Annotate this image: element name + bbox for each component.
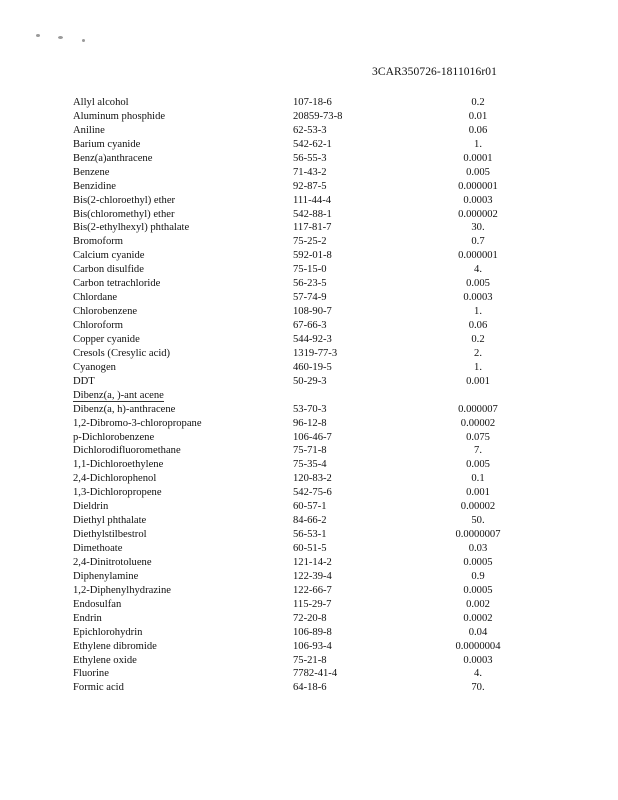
limit-value: 4. [474,264,482,276]
limit-value: 1. [474,138,482,150]
table-row [73,166,553,180]
table-row [73,389,553,403]
cas-number: 75-15-0 [293,264,327,276]
chemical-name-text: Bis(2-chloroethyl) ether [73,194,176,206]
cas-number: 542-75-6 [293,487,332,499]
limit-value: 0.005 [466,166,490,178]
chemical-name [73,486,278,500]
chemical-name-text: Dieldrin [73,501,109,513]
chemical-name [73,654,278,668]
cas-number: 7782-41-4 [293,668,338,680]
table-row [73,431,553,445]
table-row [73,542,553,556]
limit-value: 0.0003 [463,654,493,666]
chemical-name-text: Cresols (Cresylic acid) [73,347,171,359]
chemical-name-text: Epichlorohydrin [73,626,143,638]
cas-number: 75-35-4 [293,459,327,471]
cas-number: 111-44-4 [293,194,332,206]
chemical-name [73,458,278,472]
chemical-name-text: Calcium cyanide [73,250,145,262]
cas-number: 460-19-5 [293,361,332,373]
chemical-name-text: Copper cyanide [73,333,140,345]
chemical-name [73,305,278,319]
table-row [73,333,553,347]
chemical-name-text: 1,3-Dichloropropene [73,487,162,499]
cas-number: 56-55-3 [293,152,327,164]
cas-number: 75-25-2 [293,236,327,248]
chemical-name-text: Allyl alcohol [73,97,129,108]
cas-number: 92-87-5 [293,180,327,192]
chemical-name-text: Dibenz(a, h)-anthracene [73,403,176,415]
cas-number: 71-43-2 [293,166,327,178]
table-row [73,444,553,458]
chemical-name-text: Barium cyanide [73,138,141,150]
chemical-name-text: Chloroform [73,320,124,331]
limit-value: 0.06 [468,320,488,331]
chemical-name-text: Ethylene dibromide [73,640,157,652]
chemical-name [73,221,278,235]
chemical-name-text: Dimethoate [73,543,123,554]
cas-number: 50-29-3 [293,375,327,387]
cas-number: 53-70-3 [293,403,327,415]
chemical-name [73,166,278,180]
cas-number: 1319-77-3 [293,347,338,359]
chemical-name [73,110,278,124]
chemical-name-text: Benzene [73,166,110,178]
table-row [73,486,553,500]
chemical-name [73,277,278,291]
chemical-name [73,612,278,626]
limit-value: 0.005 [466,459,490,471]
table-row [73,249,553,263]
table-row [73,208,553,222]
scan-speck [36,34,40,37]
chemical-name-text: Chlorobenzene [73,306,138,318]
limit-value: 0.2 [471,97,485,108]
table-row [73,361,553,375]
chemical-name-text: Chlordane [73,292,118,304]
cas-number: 117-81-7 [293,222,332,234]
chemical-name [73,194,278,208]
chemical-name-text: Bis(chloromethyl) ether [73,208,175,220]
cas-number: 84-66-2 [293,515,327,527]
chemical-name-text: Carbon tetrachloride [73,278,161,290]
table-row [73,277,553,291]
limit-value: 2. [474,347,482,359]
limit-value: 0.002 [466,598,490,610]
chemical-name [73,208,278,222]
table-row [73,514,553,528]
chemical-name [73,249,278,263]
limit-value: 0.0003 [463,292,493,304]
cas-number: 106-93-4 [293,640,332,652]
chemical-name [73,389,278,403]
table-row [73,584,553,598]
chemical-name-text: 2,4-Dichlorophenol [73,473,157,485]
chemical-name-text: DDT [73,375,95,387]
chemical-name-text: Fluorine [73,668,109,680]
chemical-name [73,514,278,528]
chemical-name-text: Diphenylamine [73,570,139,582]
cas-number: 106-46-7 [293,431,332,443]
chemical-name-text: Bromoform [73,236,124,248]
scan-specks [36,30,96,44]
limit-value: 0.1 [471,473,485,485]
table-row [73,654,553,668]
chemical-name-text: Endrin [73,612,102,624]
chemical-name [73,598,278,612]
chemical-name-text: Aniline [73,124,105,136]
limit-value: 0.001 [466,375,490,387]
table-row [73,124,553,138]
chemical-name-text: Benzidine [73,180,116,192]
table-row [73,528,553,542]
cas-number: 106-89-8 [293,626,332,638]
table-row [73,138,553,152]
table-row [73,570,553,584]
limit-value: 0.075 [466,431,490,443]
chemical-name-text: Endosulfan [73,598,122,610]
chemical-name [73,640,278,654]
limit-value: 0.005 [466,278,490,290]
chemical-name-text: Ethylene oxide [73,654,137,666]
table-row [73,598,553,612]
chemical-name [73,444,278,458]
chemical-name [73,542,278,556]
chemical-name [73,472,278,486]
table-row [73,152,553,166]
limit-value: 0.0003 [463,194,493,206]
table-row [73,221,553,235]
chemical-name [73,417,278,431]
table-row [73,458,553,472]
limit-value: 0.01 [468,110,488,122]
cas-number: 75-21-8 [293,654,327,666]
chemical-name-text: Carbon disulfide [73,264,144,276]
cas-number: 120-83-2 [293,473,332,485]
chemical-name [73,263,278,277]
table-row [73,667,553,681]
cas-number: 542-88-1 [293,208,332,220]
chemical-name-text: p-Dichlorobenzene [73,431,155,443]
table-row [73,305,553,319]
chemical-name [73,500,278,514]
limit-value: 0.000001 [458,180,498,192]
limit-value: 0.000001 [458,250,498,262]
limit-value: 0.06 [468,124,488,136]
chemical-name-text: Diethylstilbestrol [73,529,147,541]
limit-value: 0.7 [471,236,485,248]
chemical-name [73,319,278,333]
chemical-name-text: Dichlorodifluoromethane [73,445,181,457]
cas-number: 62-53-3 [293,124,327,136]
table-row [73,417,553,431]
cas-number: 67-66-3 [293,320,327,331]
cas-number: 121-14-2 [293,556,332,568]
limit-value: 1. [474,306,482,318]
chemical-name-text: 1,2-Diphenylhydrazine [73,584,171,596]
chemical-name [73,403,278,417]
cas-number: 60-51-5 [293,543,327,554]
table-row [73,556,553,570]
cas-number: 542-62-1 [293,138,332,150]
table-row [73,263,553,277]
limit-value: 0.00002 [460,501,496,513]
cas-number: 592-01-8 [293,250,332,262]
chemical-name-text: Benz(a)anthracene [73,152,153,164]
limit-value: 0.2 [471,333,485,345]
cas-number: 20859-73-8 [293,110,343,122]
chemical-name [73,681,278,695]
chemical-name-text: Bis(2-ethylhexyl) phthalate [73,222,190,234]
table-row [73,235,553,249]
cas-number: 64-18-6 [293,682,327,694]
limit-value: 7. [474,445,482,457]
table-row [73,347,553,361]
cas-number: 122-39-4 [293,570,332,582]
limit-value: 0.9 [471,570,485,582]
chemical-name-text: Dibenz(a, )-ant acene [73,389,164,401]
table-row [73,375,553,389]
limit-value: 0.000002 [458,208,498,220]
limit-value: 0.000007 [458,403,498,415]
chemical-name [73,347,278,361]
chemical-table [73,96,553,695]
cas-number: 56-23-5 [293,278,327,290]
cas-number: 60-57-1 [293,501,327,513]
chemical-name [73,626,278,640]
chemical-name-text: 1,2-Dibromo-3-chloropropane [73,417,202,429]
chemical-name [73,180,278,194]
chemical-name-text: 1,1-Dichloroethylene [73,459,164,471]
table-row [73,180,553,194]
scan-speck [58,36,63,39]
limit-value: 1. [474,361,482,373]
limit-value: 0.03 [468,543,488,554]
limit-value: 50. [471,515,485,527]
table-row [73,626,553,640]
limit-value: 4. [474,668,482,680]
limit-value: 70. [471,682,485,694]
table-row [73,194,553,208]
chemical-name [73,333,278,347]
chemical-name [73,375,278,389]
cas-number: 544-92-3 [293,333,332,345]
table-row [73,500,553,514]
chemical-name [73,528,278,542]
chemical-name-text: Cyanogen [73,361,116,373]
chemical-name [73,291,278,305]
chemical-name [73,235,278,249]
table-row [73,96,553,110]
chemical-name [73,138,278,152]
chemical-name [73,96,278,110]
cas-number: 57-74-9 [293,292,327,304]
chemical-name-text: Aluminum phosphide [73,110,166,122]
table-row [73,291,553,305]
table-row [73,612,553,626]
chemical-name [73,152,278,166]
chemical-name-text: Diethyl phthalate [73,515,147,527]
cas-number: 72-20-8 [293,612,327,624]
chemical-name [73,556,278,570]
chemical-name [73,124,278,138]
table-row [73,472,553,486]
table-row [73,640,553,654]
document-id: 3CAR350726-1811016r01 [372,66,497,78]
cas-number: 107-18-6 [293,97,332,108]
chemical-name [73,361,278,375]
cas-number: 75-71-8 [293,445,327,457]
chemical-name [73,667,278,681]
cas-number: 96-12-8 [293,417,327,429]
chemical-name-text: Formic acid [73,682,124,694]
limit-value: 0.0005 [463,584,493,596]
cas-number: 56-53-1 [293,529,327,541]
limit-value: 0.001 [466,487,490,499]
table-row [73,403,553,417]
table-row [73,110,553,124]
cas-number: 115-29-7 [293,598,332,610]
limit-value: 0.0000007 [455,529,501,541]
limit-value: 0.0002 [463,612,493,624]
limit-value: 0.0001 [463,152,493,164]
chemical-name [73,570,278,584]
limit-value: 0.0005 [463,556,493,568]
limit-value: 0.04 [468,626,488,638]
table-row [73,681,553,695]
limit-value: 0.00002 [460,417,496,429]
table-row [73,319,553,333]
limit-value: 30. [471,222,485,234]
chemical-name [73,584,278,598]
chemical-name-text: 2,4-Dinitrotoluene [73,556,152,568]
cas-number: 108-90-7 [293,306,332,318]
scan-speck [82,39,85,42]
chemical-name [73,431,278,445]
limit-value: 0.0000004 [455,640,501,652]
cas-number: 122-66-7 [293,584,332,596]
